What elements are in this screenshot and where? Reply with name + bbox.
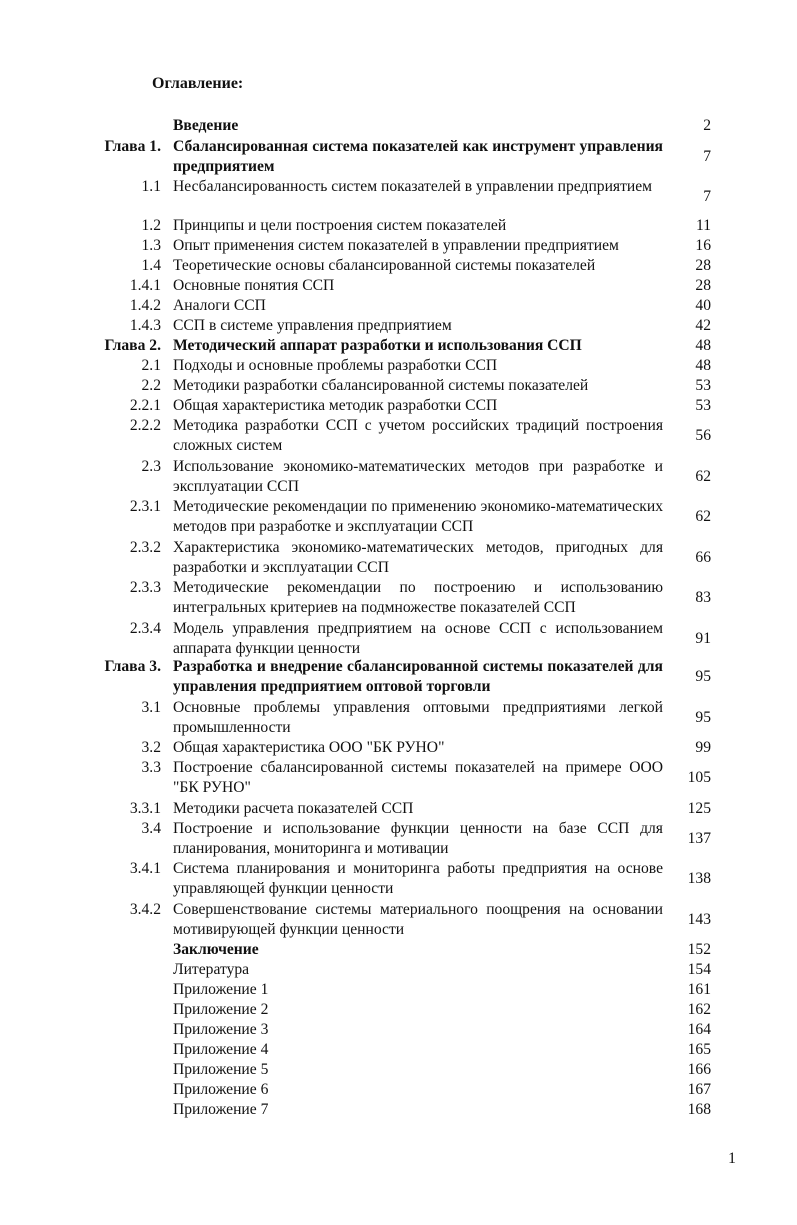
toc-entry bbox=[0, 1020, 797, 1040]
toc-entry-title: Система планирования и мониторинга работы предприятия на основе управляющей функции ценности bbox=[173, 860, 663, 897]
toc-entry bbox=[0, 376, 797, 396]
page-number: 1 bbox=[728, 1150, 736, 1167]
toc-entry bbox=[0, 116, 797, 136]
toc-entry-title: Характеристика экономико-математических методов, пригодных для разработки и эксплуатации ССП bbox=[173, 539, 663, 576]
toc-entry-number: 2.1 bbox=[141, 357, 161, 374]
toc-entry-number: 3.4 bbox=[141, 820, 161, 837]
toc-entry bbox=[0, 1080, 797, 1100]
toc-entry-page: 162 bbox=[687, 1001, 711, 1018]
toc-entry-number: Глава 2. bbox=[104, 337, 161, 354]
toc-entry-number: 3.1 bbox=[141, 699, 161, 716]
toc-entry-number: 2.3 bbox=[141, 458, 161, 475]
toc-entry-title: Основные проблемы управления оптовыми предприятиями легкой промышленности bbox=[173, 699, 663, 736]
toc-entry-page: 53 bbox=[695, 377, 711, 394]
toc-entry-page: 161 bbox=[687, 981, 711, 998]
toc-entry-title: Опыт применения систем показателей в управлении предприятием bbox=[173, 237, 619, 254]
toc-entry-title: Методики расчета показателей ССП bbox=[173, 800, 414, 817]
toc-entry bbox=[0, 416, 797, 456]
toc-entry-number: 3.4.2 bbox=[129, 901, 161, 918]
toc-entry-title: Общая характеристика методик разработки ССП bbox=[173, 397, 498, 414]
toc-entry-title: Приложение 2 bbox=[173, 1001, 269, 1018]
toc-entry-title: Сбалансированная система показателей как инструмент управления предприятием bbox=[173, 138, 663, 175]
toc-entry-number: 1.4.1 bbox=[129, 277, 161, 294]
toc-entry-page: 125 bbox=[687, 800, 711, 817]
toc-entry-page: 56 bbox=[695, 427, 711, 444]
toc-entry-page: 138 bbox=[687, 870, 711, 887]
toc-entry-number: 3.3.1 bbox=[129, 800, 161, 817]
toc-entry bbox=[0, 236, 797, 256]
toc-entry bbox=[0, 619, 797, 659]
toc-entry-title: Литература bbox=[173, 961, 250, 978]
toc-entry-page: 143 bbox=[687, 911, 711, 928]
toc-entry-number: 2.3.4 bbox=[129, 620, 161, 637]
toc-entry-title: Методика разработки ССП с учетом российских традиций построения сложных систем bbox=[173, 417, 663, 454]
toc-entry bbox=[0, 396, 797, 416]
toc-entry-page: 11 bbox=[695, 217, 711, 234]
toc-entry-page: 91 bbox=[695, 630, 711, 647]
toc-entry-page: 2 bbox=[703, 117, 711, 134]
toc-entry bbox=[0, 216, 797, 236]
toc-entry-title: ССП в системе управления предприятием bbox=[173, 317, 452, 334]
toc-entry-number: 1.2 bbox=[141, 217, 161, 234]
toc-entry-number: Глава 3. bbox=[104, 658, 161, 675]
toc-entry bbox=[0, 538, 797, 578]
toc-entry bbox=[0, 578, 797, 618]
toc-entry bbox=[0, 497, 797, 537]
toc-entry-page: 152 bbox=[687, 941, 711, 958]
toc-entry bbox=[0, 960, 797, 980]
toc-entry-title: Методические рекомендации по применению экономико-математических методов при разработке и эксплуатации ССП bbox=[173, 498, 663, 535]
toc-entry-title: Принципы и цели построения систем показателей bbox=[173, 217, 507, 234]
toc-entry bbox=[0, 356, 797, 376]
toc-entry-number: 2.3.1 bbox=[129, 498, 161, 515]
toc-entry-title: Теоретические основы сбалансированной системы показателей bbox=[173, 257, 596, 274]
toc-entry-page: 99 bbox=[695, 739, 711, 756]
toc-entry bbox=[0, 819, 797, 859]
toc-entry-number: 2.2 bbox=[141, 377, 161, 394]
toc-entry-title: Использование экономико-математических методов при разработке и эксплуатации ССП bbox=[173, 458, 663, 495]
toc-entry-title: Приложение 5 bbox=[173, 1061, 269, 1078]
toc-entry-page: 28 bbox=[695, 257, 711, 274]
toc-entry-page: 105 bbox=[687, 769, 711, 786]
toc-entry-title: Приложение 6 bbox=[173, 1081, 269, 1098]
toc-entry-number: 3.2 bbox=[141, 739, 161, 756]
toc-entry-page: 83 bbox=[695, 589, 711, 606]
toc-entry bbox=[0, 799, 797, 819]
toc-entry bbox=[0, 758, 797, 798]
toc-entry-title: Общая характеристика ООО "БК РУНО" bbox=[173, 739, 445, 756]
toc-entry bbox=[0, 276, 797, 296]
toc-entry-title: Методические рекомендации по построению и использованию интегральных критериев на подмножестве показателей ССП bbox=[173, 579, 663, 616]
toc-entry-title: Модель управления предприятием на основе ССП с использованием аппарата функции ценности bbox=[173, 620, 663, 657]
toc-entry-title: Приложение 3 bbox=[173, 1021, 269, 1038]
toc-entry-number: 2.2.1 bbox=[129, 397, 161, 414]
toc-entry-page: 7 bbox=[703, 148, 711, 165]
toc-entry bbox=[0, 698, 797, 738]
toc-entry-page: 53 bbox=[695, 397, 711, 414]
toc-entry-number: Глава 1. bbox=[104, 138, 161, 155]
toc-entry bbox=[0, 859, 797, 899]
toc-entry-page: 95 bbox=[695, 709, 711, 726]
toc-entry-number: 1.3 bbox=[141, 237, 161, 254]
toc-entry-number: 1.4 bbox=[141, 257, 161, 274]
toc-entry-number: 1.1 bbox=[141, 178, 161, 195]
toc-entry-page: 137 bbox=[687, 830, 711, 847]
toc-entry bbox=[0, 336, 797, 356]
toc-entry bbox=[0, 980, 797, 1000]
toc-entry-title: Совершенствование системы материального поощрения на основании мотивирующей функции ценности bbox=[173, 901, 663, 938]
toc-entry bbox=[0, 1100, 797, 1120]
toc-entry-number: 3.3 bbox=[141, 759, 161, 776]
toc-entry-title: Введение bbox=[173, 117, 239, 134]
toc-entry-page: 166 bbox=[687, 1061, 711, 1078]
toc-entry bbox=[0, 316, 797, 336]
toc-entry-page: 66 bbox=[695, 549, 711, 566]
toc-entry-title: Основные понятия ССП bbox=[173, 277, 335, 294]
toc-entry bbox=[0, 1000, 797, 1020]
toc-entry-page: 16 bbox=[695, 237, 711, 254]
toc-entry-page: 167 bbox=[687, 1081, 711, 1098]
toc-entry-title: Аналоги ССП bbox=[173, 297, 266, 314]
toc-entry-page: 164 bbox=[687, 1021, 711, 1038]
toc-entry-page: 154 bbox=[687, 961, 711, 978]
toc-entry-page: 62 bbox=[695, 508, 711, 525]
toc-entry-page: 42 bbox=[695, 317, 711, 334]
toc-entry-title: Разработка и внедрение сбалансированной системы показателей для управления предприятием оптовой торговли bbox=[173, 658, 663, 695]
toc-heading: Оглавление: bbox=[152, 75, 244, 92]
toc-entry bbox=[0, 657, 797, 697]
toc-entry bbox=[0, 457, 797, 497]
toc-entry bbox=[0, 1060, 797, 1080]
toc-entry-page: 48 bbox=[695, 337, 711, 354]
toc-entry-title: Построение и использование функции ценности на базе ССП для планирования, мониторинга и мотивации bbox=[173, 820, 663, 857]
toc-entry bbox=[0, 296, 797, 316]
toc-entry bbox=[0, 900, 797, 940]
toc-entry-page: 48 bbox=[695, 357, 711, 374]
toc-entry-title: Построение сбалансированной системы показателей на примере ООО "БК РУНО" bbox=[173, 759, 663, 796]
toc-entry-page: 40 bbox=[695, 297, 711, 314]
toc-entry-number: 1.4.2 bbox=[129, 297, 161, 314]
toc-entry-title: Приложение 4 bbox=[173, 1041, 269, 1058]
toc-entry-page: 7 bbox=[703, 188, 711, 205]
toc-entry-number: 2.3.3 bbox=[129, 579, 161, 596]
toc-entry bbox=[0, 940, 797, 960]
toc-entry-title: Подходы и основные проблемы разработки ССП bbox=[173, 357, 498, 374]
toc-entry-number: 2.2.2 bbox=[129, 417, 161, 434]
toc-entry-number: 3.4.1 bbox=[129, 860, 161, 877]
toc-entry-title: Методический аппарат разработки и использования ССП bbox=[173, 337, 582, 354]
toc-entry-page: 165 bbox=[687, 1041, 711, 1058]
toc-entry-title: Приложение 7 bbox=[173, 1101, 269, 1118]
toc-entry bbox=[0, 256, 797, 276]
toc-entry-number: 1.4.3 bbox=[129, 317, 161, 334]
toc-entry-title: Приложение 1 bbox=[173, 981, 269, 998]
toc-entry-title: Заключение bbox=[173, 941, 259, 958]
toc-entry-title: Несбалансированность систем показателей в управлении предприятием bbox=[173, 178, 653, 195]
toc-entry-page: 168 bbox=[687, 1101, 711, 1118]
toc-entry-page: 28 bbox=[695, 277, 711, 294]
toc-entry-page: 95 bbox=[695, 668, 711, 685]
toc-entry-page: 62 bbox=[695, 468, 711, 485]
toc-entry bbox=[0, 1040, 797, 1060]
toc-entry bbox=[0, 137, 797, 177]
toc-entry-number: 2.3.2 bbox=[129, 539, 161, 556]
toc-entry-title: Методики разработки сбалансированной системы показателей bbox=[173, 377, 589, 394]
toc-entry bbox=[0, 738, 797, 758]
toc-entry bbox=[0, 177, 797, 217]
